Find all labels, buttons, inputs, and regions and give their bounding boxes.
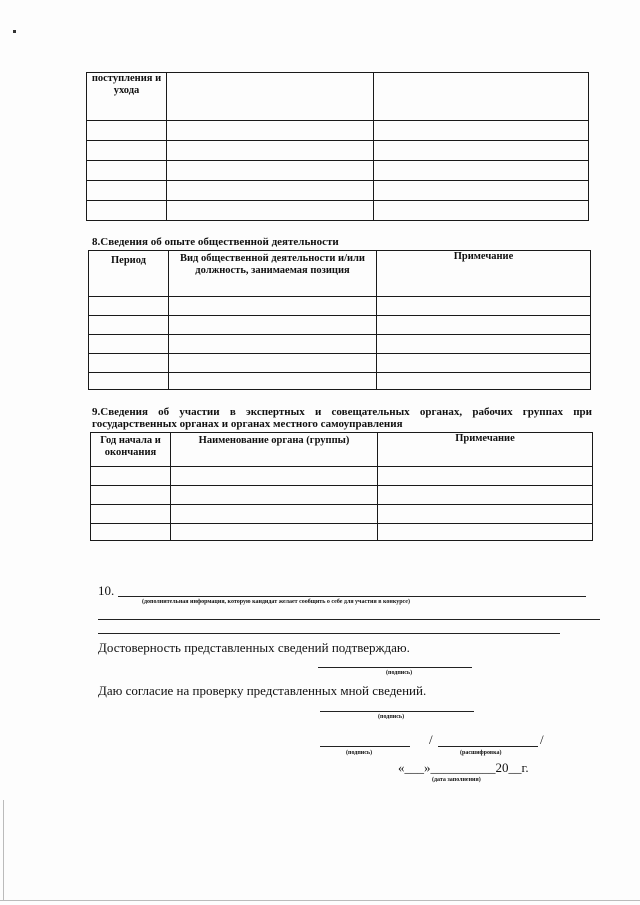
table-row: [91, 486, 593, 505]
confirmation-signature-line: [318, 667, 472, 668]
section-10-line-1: [118, 596, 586, 597]
table-cell: [374, 73, 589, 121]
scan-edge-bottom: [0, 900, 640, 901]
table-row: [87, 181, 589, 201]
consent-signature-line: [320, 711, 474, 712]
table-row: [87, 201, 589, 221]
signoff-decoding-caption: (расшифровка): [460, 750, 502, 756]
signoff-date-caption: (дата заполнения): [432, 777, 481, 783]
table-7-header-cell: поступления и ухода: [87, 73, 167, 121]
consent-signature-caption: (подпись): [378, 714, 405, 720]
signoff-signature-caption: (подпись): [346, 750, 373, 756]
section-8-title: 8.Сведения об опыте общественной деятельности: [92, 236, 339, 248]
signoff-decoding-line: [438, 746, 538, 747]
table-9: [90, 432, 593, 541]
table-cell: [167, 73, 374, 121]
table-row: [87, 121, 589, 141]
section-10-number: 10.: [98, 583, 115, 598]
section-9-title: 9.Сведения об участии в экспертных и совещательных органах, рабочих группах при государственных органах и органах местного самоуправления: [92, 406, 592, 430]
signoff-slash-right: /: [540, 732, 544, 747]
section-10-line-2: [98, 619, 600, 620]
table-row: [91, 505, 593, 524]
column-header-body-name: Наименование органа (группы): [171, 433, 378, 467]
signoff-slash-left: /: [429, 732, 433, 747]
table-row: [89, 316, 591, 335]
column-header-period: Период: [89, 251, 169, 297]
table-row: [91, 467, 593, 486]
scan-edge-left: [3, 800, 4, 900]
table-row: [89, 354, 591, 373]
table-row: [91, 524, 593, 541]
signoff-signature-line: [320, 746, 410, 747]
table-row: [87, 141, 589, 161]
column-header-note: Примечание: [377, 251, 591, 297]
column-header-activity: Вид общественной деятельности и/или должность, занимаемая позиция: [169, 251, 377, 297]
table-row: [89, 373, 591, 390]
table-row: [87, 161, 589, 181]
confirmation-signature-caption: (подпись): [386, 670, 413, 676]
table-row: [89, 297, 591, 316]
signoff-date-line: «___»__________20__г.: [398, 760, 529, 775]
column-header-years: Год начала и окончания: [91, 433, 171, 467]
table-row: [89, 335, 591, 354]
confirmation-text: Достоверность представленных сведений подтверждаю.: [98, 640, 410, 655]
consent-text: Даю согласие на проверку представленных мной сведений.: [98, 683, 427, 698]
section-10-caption: (дополнительная информация, которую кандидат желает сообщить о себе для участия в конкурсе): [142, 599, 410, 605]
table-7-continuation: [86, 72, 589, 221]
column-header-note: Примечание: [378, 433, 593, 467]
section-10-line-3: [98, 633, 560, 634]
table-8: [88, 250, 591, 390]
scan-mark: [13, 30, 16, 33]
